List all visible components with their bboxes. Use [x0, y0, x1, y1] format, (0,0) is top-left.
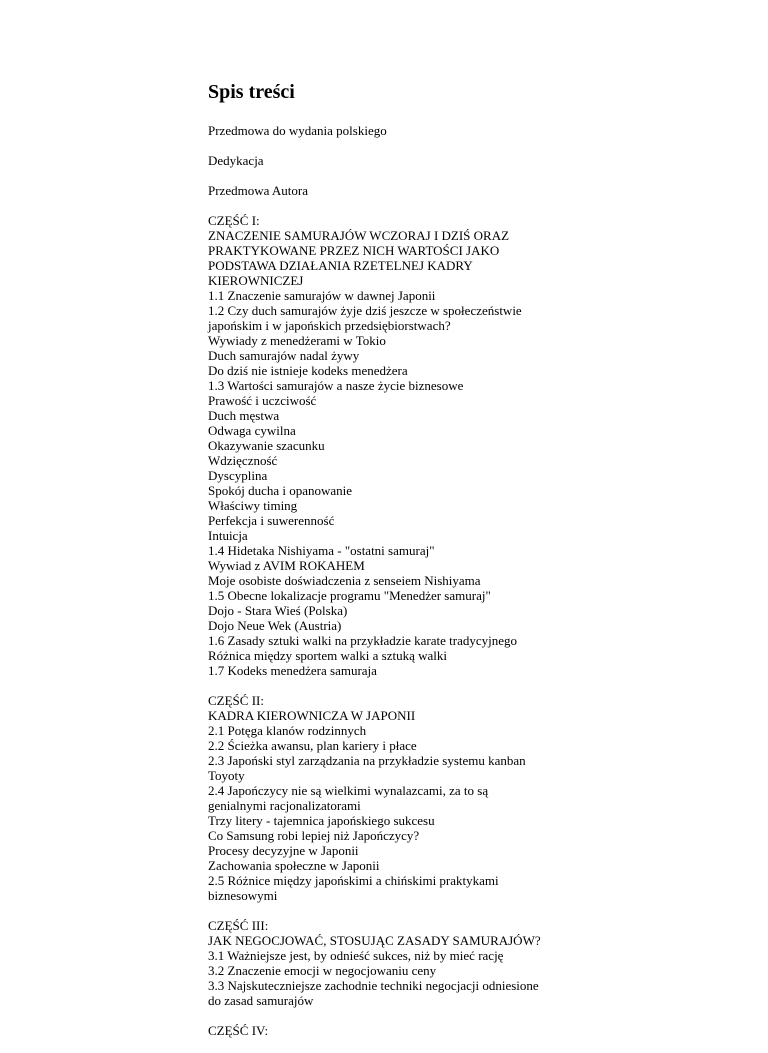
toc-entry: Prawość i uczciwość: [208, 393, 317, 408]
toc-section: [208, 918, 728, 1008]
table-of-contents: [208, 213, 728, 1038]
section-heading: CZĘŚĆ IV:: [208, 1023, 269, 1038]
toc-entry: Różnica między sportem walki a sztuką walki: [208, 648, 447, 663]
page-title: Spis treści: [208, 81, 295, 103]
toc-entry: Trzy litery - tajemnica japońskiego sukcesu: [208, 813, 435, 828]
toc-entry: Procesy decyzyjne w Japonii: [208, 843, 359, 858]
toc-entry: PODSTAWA DZIAŁANIA RZETELNEJ KADRY: [208, 258, 473, 273]
toc-entry: Spokój ducha i opanowanie: [208, 483, 353, 498]
toc-entry: 2.1 Potęga klanów rodzinnych: [208, 723, 367, 738]
toc-entry: 3.1 Ważniejsze jest, by odnieść sukces, niż by mieć rację: [208, 948, 504, 963]
toc-entry: Wdzięczność: [208, 453, 278, 468]
toc-entry: Do dziś nie istnieje kodeks menedżera: [208, 363, 408, 378]
intro-item: Przedmowa do wydania polskiego: [208, 123, 387, 138]
toc-entry: 2.3 Japoński styl zarządzania na przykładzie systemu kanban: [208, 753, 526, 768]
toc-entry: 2.4 Japończycy nie są wielkimi wynalazcami, za to są: [208, 783, 489, 798]
toc-entry: Okazywanie szacunku: [208, 438, 325, 453]
toc-entry: 1.3 Wartości samurajów a nasze życie biznesowe: [208, 378, 464, 393]
toc-entry: 1.1 Znaczenie samurajów w dawnej Japonii: [208, 288, 436, 303]
toc-entry: Intuicja: [208, 528, 248, 543]
intro-item: Dedykacja: [208, 153, 264, 168]
toc-entry: 1.2 Czy duch samurajów żyje dziś jeszcze w społeczeństwie: [208, 303, 522, 318]
toc-entry: Dojo Neue Wek (Austria): [208, 618, 342, 633]
toc-entry: JAK NEGOCJOWAĆ, STOSUJĄC ZASADY SAMURAJÓW?: [208, 933, 541, 948]
toc-entry: KIEROWNICZEJ: [208, 273, 304, 288]
toc-entry: japońskim i w japońskich przedsiębiorstwach?: [208, 318, 451, 333]
toc-entry: Duch samurajów nadal żywy: [208, 348, 360, 363]
toc-section: [208, 1023, 728, 1038]
section-heading: CZĘŚĆ I:: [208, 213, 260, 228]
toc-entry: 3.2 Znaczenie emocji w negocjowaniu ceny: [208, 963, 437, 978]
toc-entry: 3.3 Najskuteczniejsze zachodnie techniki negocjacji odniesione: [208, 978, 539, 993]
toc-entry: 1.7 Kodeks menedżera samuraja: [208, 663, 377, 678]
toc-section: [208, 213, 728, 678]
intro-list: [208, 123, 728, 198]
section-heading: CZĘŚĆ III:: [208, 918, 269, 933]
intro-item: Przedmowa Autora: [208, 183, 309, 198]
toc-section: [208, 693, 728, 903]
toc-entry: ZNACZENIE SAMURAJÓW WCZORAJ I DZIŚ ORAZ: [208, 228, 510, 243]
toc-entry: Wywiady z menedżerami w Tokio: [208, 333, 386, 348]
toc-entry: 2.5 Różnice między japońskimi a chińskimi praktykami: [208, 873, 499, 888]
toc-entry: 1.4 Hidetaka Nishiyama - "ostatni samuraj": [208, 543, 435, 558]
section-heading: CZĘŚĆ II:: [208, 693, 264, 708]
toc-entry: Co Samsung robi lepiej niż Japończycy?: [208, 828, 420, 843]
toc-entry: do zasad samurajów: [208, 993, 314, 1008]
toc-entry: KADRA KIEROWNICZA W JAPONII: [208, 708, 416, 723]
toc-entry: PRAKTYKOWANE PRZEZ NICH WARTOŚCI JAKO: [208, 243, 500, 258]
toc-entry: 2.2 Ścieżka awansu, plan kariery i płace: [208, 738, 417, 753]
toc-entry: Perfekcja i suwerenność: [208, 513, 335, 528]
toc-entry: Dojo - Stara Wieś (Polska): [208, 603, 348, 618]
toc-entry: 1.5 Obecne lokalizacje programu "Menedżer samuraj": [208, 588, 491, 603]
toc-entry: Duch męstwa: [208, 408, 280, 423]
toc-entry: Właściwy timing: [208, 498, 298, 513]
toc-entry: Odwaga cywilna: [208, 423, 296, 438]
toc-entry: Dyscyplina: [208, 468, 268, 483]
toc-entry: biznesowymi: [208, 888, 278, 903]
document-page: [208, 80, 728, 1053]
toc-entry: Toyoty: [208, 768, 245, 783]
toc-entry: Zachowania społeczne w Japonii: [208, 858, 380, 873]
toc-entry: 1.6 Zasady sztuki walki na przykładzie karate tradycyjnego: [208, 633, 517, 648]
toc-entry: Moje osobiste doświadczenia z senseiem Nishiyama: [208, 573, 481, 588]
toc-entry: genialnymi racjonalizatorami: [208, 798, 361, 813]
toc-entry: Wywiad z AVIM ROKAHEM: [208, 558, 365, 573]
